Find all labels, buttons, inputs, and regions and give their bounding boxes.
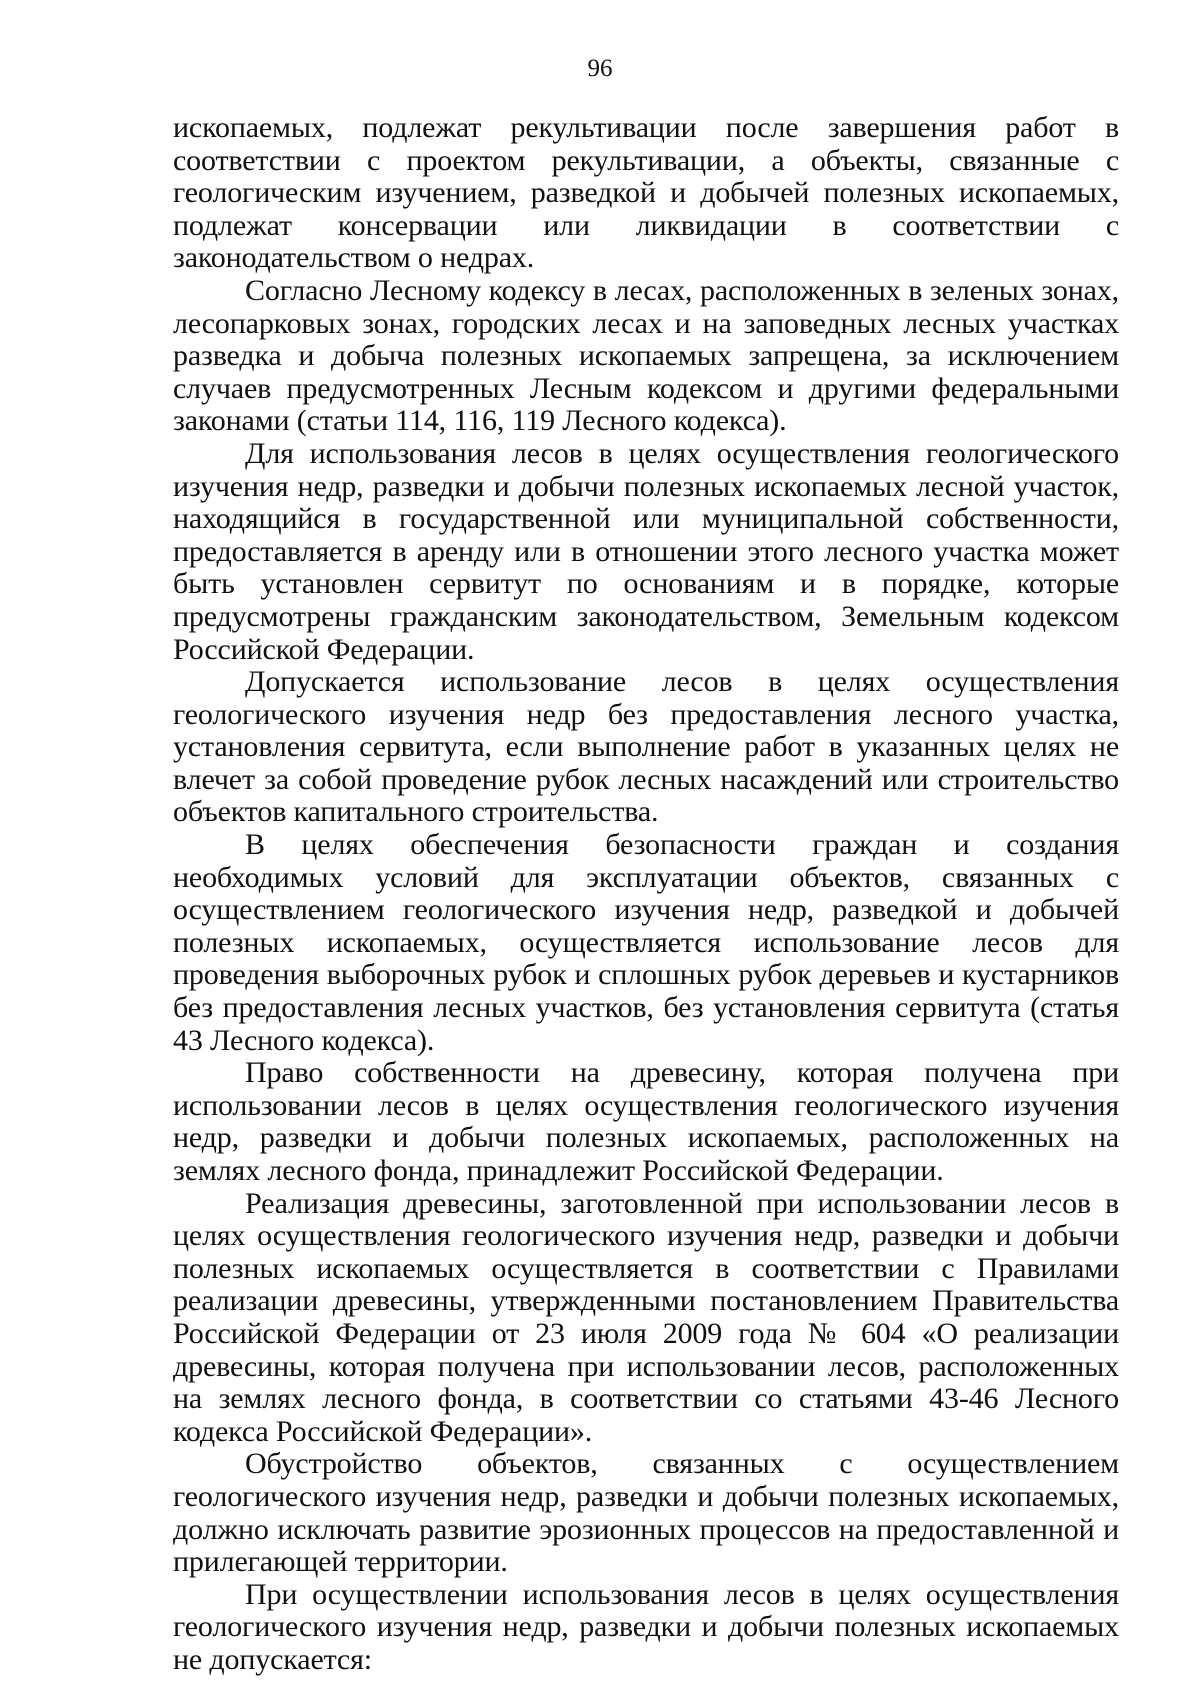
paragraph: При осуществлении использования лесов в целях осуществления геологического изучения недр, разведки и добычи полезных ископаемых не допускается: — [173, 1577, 1119, 1676]
paragraph: ископаемых, подлежат рекультивации после завершения работ в соответствии с проектом рекультивации, а объекты, связанные с геологическим изучением, разведкой и добычей полезных ископаемых, подлежат консервации или ликвидации в соответствии с законодательством о недрах. — [173, 111, 1119, 275]
paragraph: В целях обеспечения безопасности граждан и создания необходимых условий для эксплуатации объектов, связанных с осуществлением геологического изучения недр, разведкой и добычей полезных ископаемых, осуществляется использование лесов для проведения выборочных рубок и сплошных рубок деревьев и кустарников без предоставления лесных участков, без установления сервитута (статья 43 Лесного кодекса). — [173, 828, 1119, 1057]
paragraph: Для использования лесов в целях осуществления геологического изучения недр, разведки и добычи полезных ископаемых лесной участок, находящийся в государственной или муниципальной собственности, предоставляется в аренду или в отношении этого лесного участка может быть установлен сервитут по основаниям и в порядке, которые предусмотрены гражданским законодательством, Земельным кодексом Российской Федерации. — [173, 436, 1119, 666]
paragraph: Право собственности на древесину, которая получена при использовании лесов в целях осуществления геологического изучения недр, разведки и добычи полезных ископаемых, расположенных на землях лесного фонда, принадлежит Российской Федерации. — [173, 1056, 1119, 1187]
paragraph: Согласно Лесному кодексу в лесах, расположенных в зеленых зонах, лесопарковых зонах, городских лесах и на заповедных лесных участках разведка и добыча полезных ископаемых запрещена, за исключением случаев предусмотренных Лесным кодексом и другими федеральными законами (статьи 114, 116, 119 Лесного кодекса). — [173, 273, 1119, 438]
document-body — [173, 112, 1119, 1677]
paragraph: Допускается использование лесов в целях осуществления геологического изучения недр без предоставления лесного участка, установления сервитута, если выполнение работ в указанных целях не влечет за собой проведение рубок лесных насаждений или строительство объектов капитального строительства. — [173, 665, 1119, 829]
paragraph: Реализация древесины, заготовленной при использовании лесов в целях осуществления геологического изучения недр, разведки и добычи полезных ископаемых осуществляется в соответствии с Правилами реализации древесины, утвержденными постановлением Правительства Российской Федерации от 23 июля 2009 года № 604 «О реализации древесины, которая получена при использовании лесов, расположенных на землях лесного фонда, в соответствии со статьями 43-46 Лесного кодекса Российской Федерации». — [173, 1186, 1119, 1448]
page-number: 96 — [587, 55, 613, 82]
paragraph: Обустройство объектов, связанных с осуществлением геологического изучения недр, разведки и добычи полезных ископаемых, должно исключать развитие эрозионных процессов на предоставленной и прилегающей территории. — [173, 1447, 1119, 1579]
